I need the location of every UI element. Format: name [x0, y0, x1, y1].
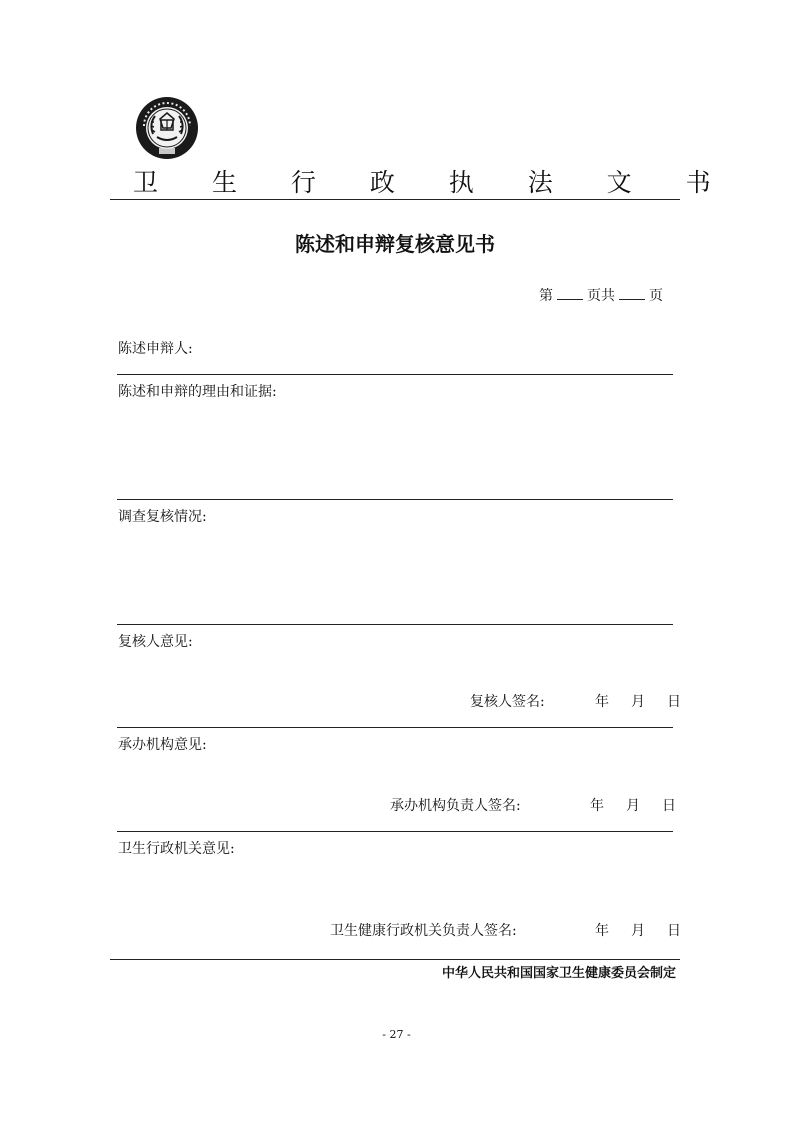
year-label: 年: [590, 798, 604, 814]
day-label: 日: [667, 694, 681, 710]
reasons-divider: [117, 499, 673, 500]
reviewer-divider: [117, 727, 673, 728]
month-label: 月: [626, 798, 640, 814]
reviewer-opinion-label: 复核人意见:: [118, 634, 193, 650]
year-label: 年: [595, 694, 609, 710]
page-counter: [539, 285, 663, 305]
header-divider: [110, 199, 680, 200]
investigation-label: 调查复核情况:: [118, 509, 207, 525]
page-number: - 27 -: [382, 1028, 411, 1041]
page-label-suffix: 页: [649, 288, 663, 304]
applicant-label: 陈述申辩人:: [118, 341, 193, 357]
investigation-divider: [117, 624, 673, 625]
applicant-divider: [117, 374, 673, 375]
page-label-prefix: 第: [539, 288, 553, 304]
day-label: 日: [662, 798, 676, 814]
footer-divider: [110, 959, 680, 960]
reviewer-date: [595, 691, 681, 711]
reviewer-signature-label: 复核人签名:: [470, 694, 545, 710]
agency-opinion-label: 承办机构意见:: [118, 737, 207, 753]
agency-date: [590, 795, 676, 815]
page-number-blank: [557, 287, 583, 300]
page-total-blank: [619, 287, 645, 300]
document-title: 陈述和申辩复核意见书: [295, 232, 495, 256]
authority-signature-label: 卫生健康行政机关负责人签名:: [330, 923, 517, 939]
header-title: 卫 生 行 政 执 法 文 书: [133, 168, 734, 197]
agency-signature-label: 承办机构负责人签名:: [390, 798, 521, 814]
day-label: 日: [667, 923, 681, 939]
footer-organization: 中华人民共和国国家卫生健康委员会制定: [441, 966, 676, 981]
authority-date: [595, 920, 681, 940]
page-label-middle: 页共: [587, 288, 615, 304]
month-label: 月: [631, 923, 645, 939]
authority-opinion-label: 卫生行政机关意见:: [118, 841, 235, 857]
agency-divider: [117, 831, 673, 832]
year-label: 年: [595, 923, 609, 939]
reasons-label: 陈述和申辩的理由和证据:: [118, 384, 277, 400]
month-label: 月: [631, 694, 645, 710]
health-inspection-emblem-icon: [135, 96, 199, 160]
